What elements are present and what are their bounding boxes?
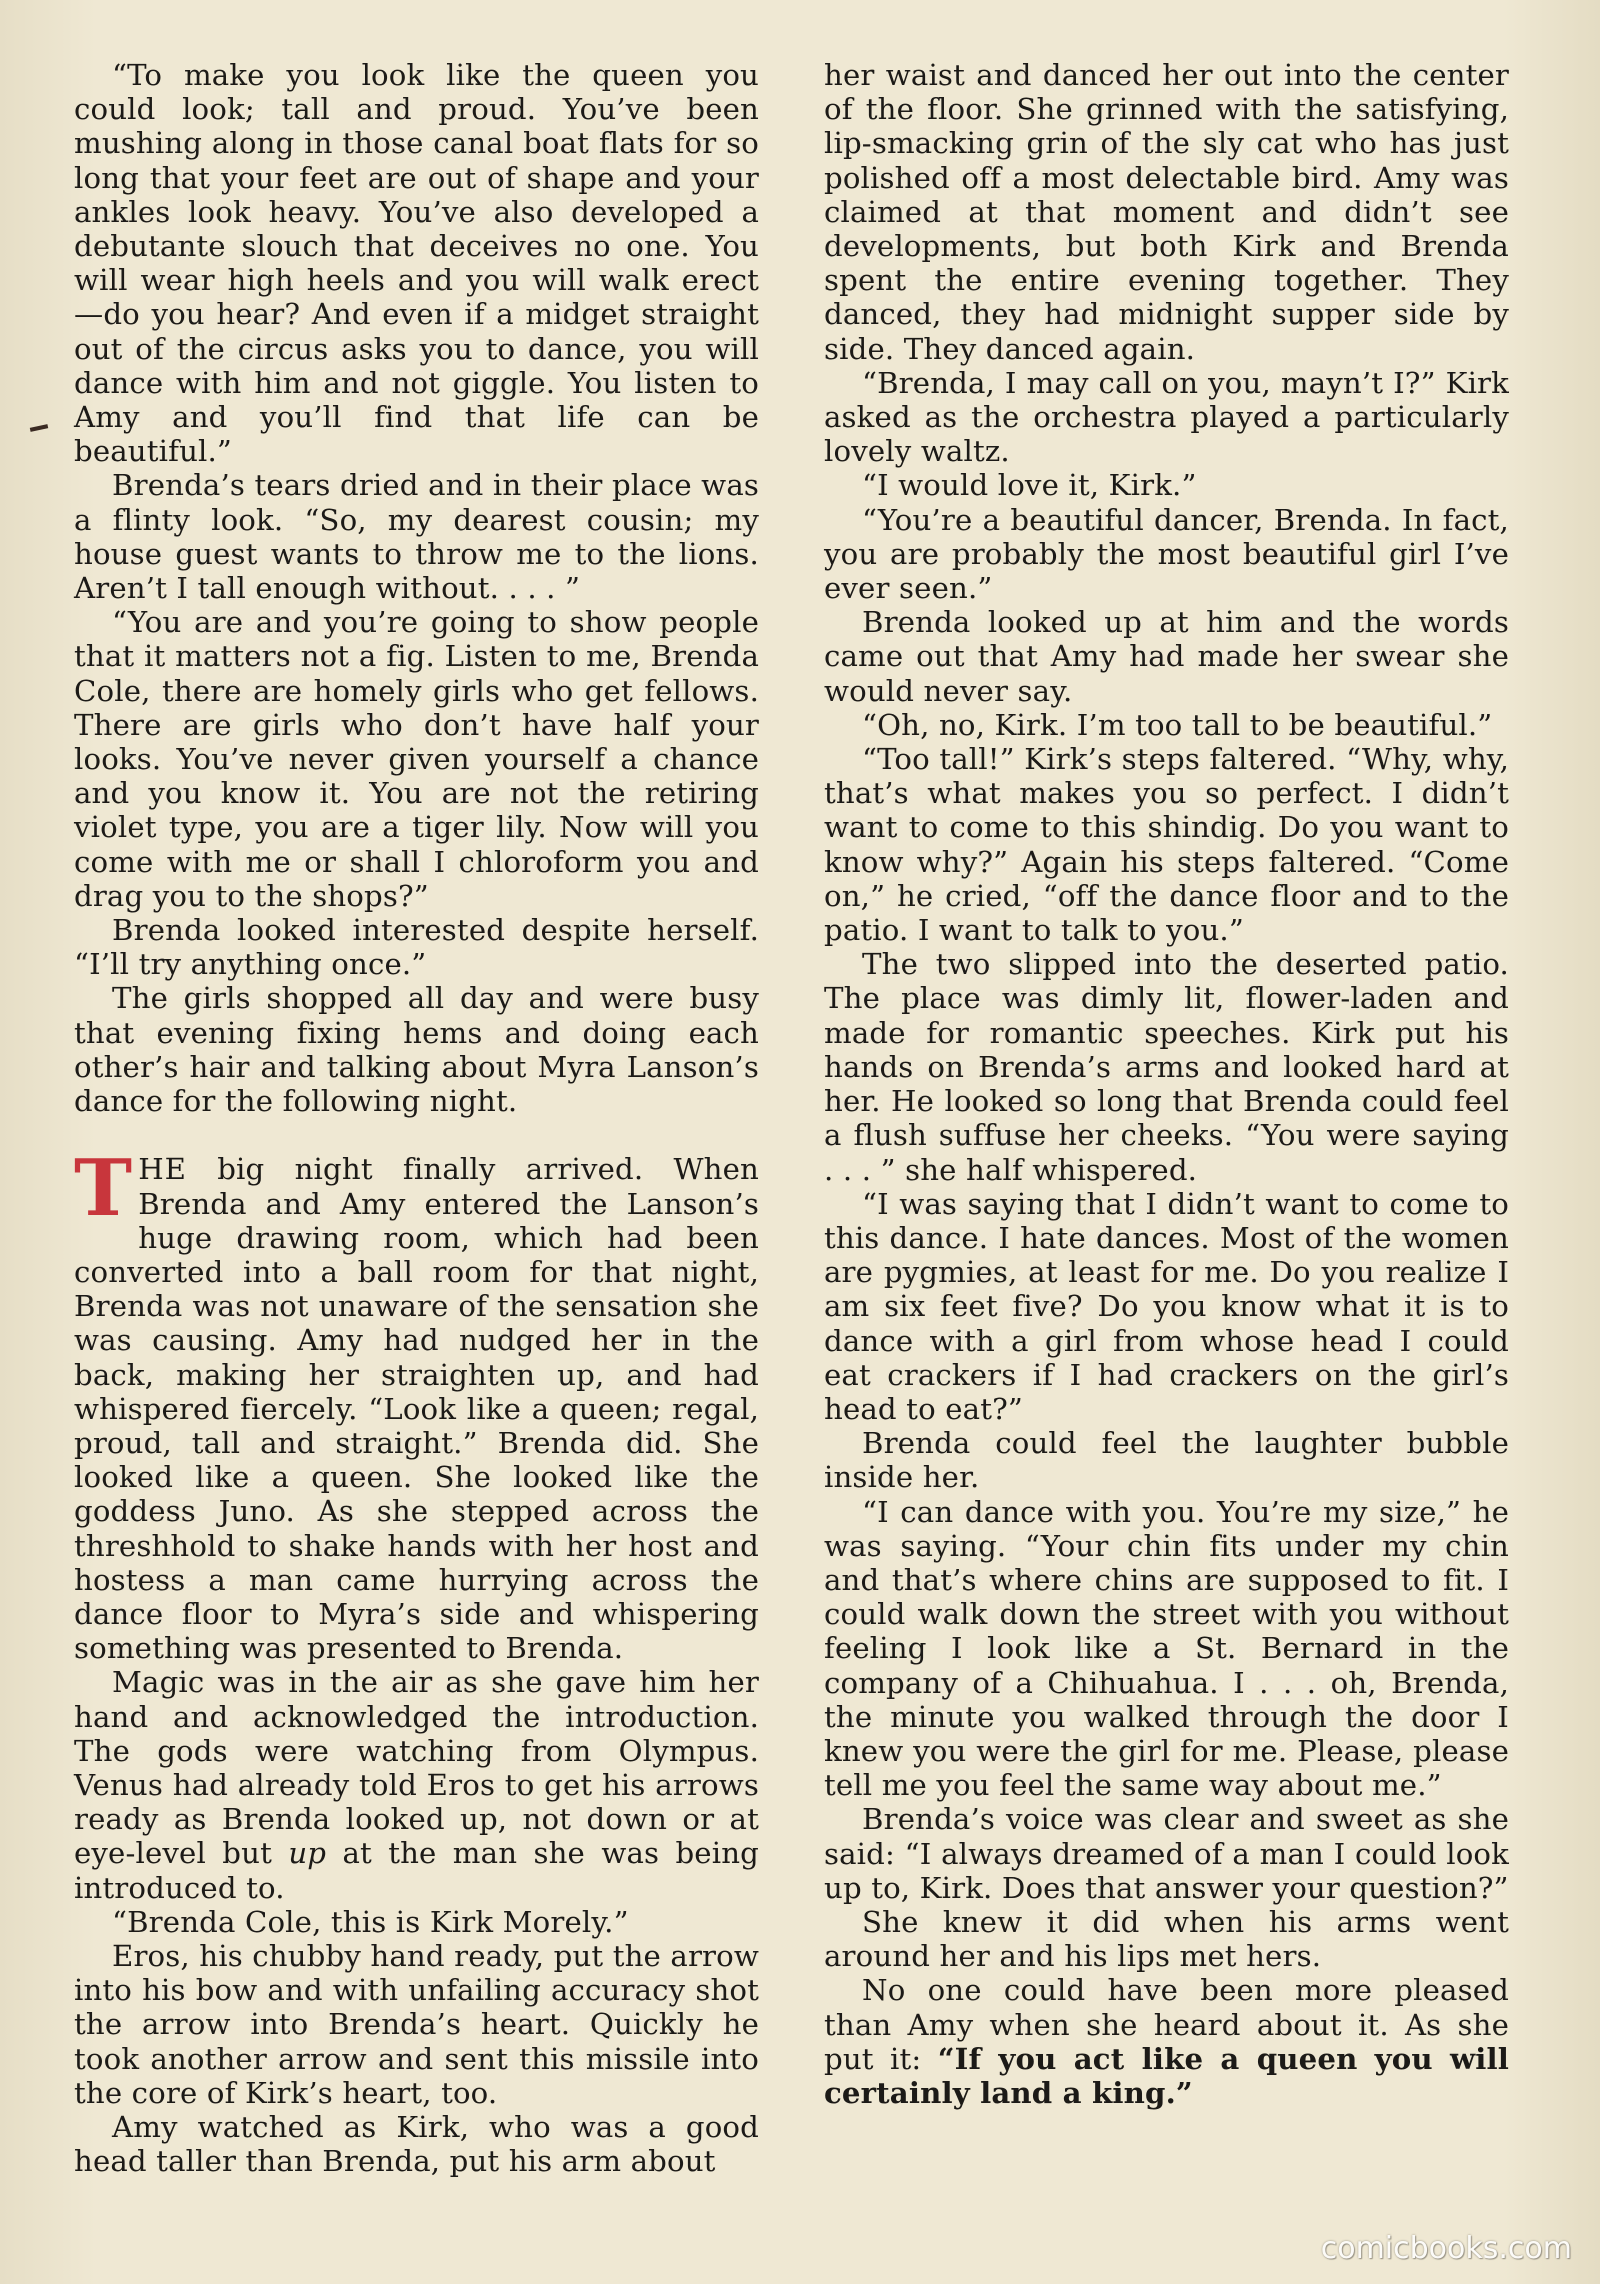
paragraph: Brenda’s voice was clear and sweet as she said: “I always dreamed of a man I could look up to, Kirk. Does that answer your question?” [824,1802,1509,1905]
paragraph: “Oh, no, Kirk. I’m too tall to be beautiful.” [862,707,1493,742]
emphasis-text: up [288,1836,327,1871]
left-column [74,58,759,2178]
paragraph: Brenda could feel the laughter bubble inside her. [824,1426,1509,1495]
paragraph: The two slipped into the deserted patio. The place was dimly lit, flower-laden and made for romantic speeches. Kirk put his hands on Brenda’s arms and looked hard at her. He looked so long that Brenda could feel a flush suffuse her cheeks. “You were saying . . . ” she half whispered. [824,947,1509,1187]
paragraph: Eros, his chubby hand ready, put the arrow into his bow and with unfailing accuracy shot the arrow into Brenda’s heart. Quickly he took another arrow and sent this missile into the core of Kirk’s heart, too. [74,1938,759,2110]
paragraph: “Too tall!” Kirk’s steps faltered. “Why, why, that’s what makes you so perfect. I didn’t want to come to this shindig. Do you want to know why?” Again his steps faltered. “Come on,” he cried, “off the dance floor and to the patio. I want to talk to you.” [824,742,1509,948]
small-caps-lead: HE [138,1152,187,1187]
paragraph: “I can dance with you. You’re my size,” he was saying. “Your chin fits under my chin and that’s where chins are supposed to fit. I could walk down the street with you without feeling I look like a St. Bernard in the company of a Chihuahua. I . . . oh, Brenda, the minute you walked through the door I knew you were the girl for me. Please, please tell me you feel the same way about me.” [824,1494,1509,1803]
paragraph: “To make you look like the queen you could look; tall and proud. You’ve been mushing along in those canal boat flats for so long that your feet are out of shape and your ankles look heavy. You’ve also developed a debutante slouch that deceives no one. You will wear high heels and you will walk erect—do you hear? And even if a midget straight out of the circus asks you to dance, you will dance with him and not giggle. You listen to Amy and you’ll find that life can be beautiful.” [74,58,759,469]
paragraph-text: No one could have been more pleased than Amy when she heard about it. As she put it: [824,1973,1509,2076]
paragraph: her waist and danced her out into the center of the floor. She grinned with the satisfying, lip-smacking grin of the sly cat who has just polished off a most delectable bird. Amy was claimed at that moment and didn’t see developments, but both Kirk and Brenda spent the entire evening together. They danced, they had midnight supper side by side. They danced again. [824,58,1509,366]
paragraph: The girls shopped all day and were busy that evening fixing hems and doing each other’s hair and talking about Myra Lanson’s dance for the following night. [74,981,759,1119]
paragraph-text: Magic was in the air as she gave him her hand and acknowledged the introduction. The gods were watching from Olympus. Venus had already told Eros to get his arrows ready as Brenda looked up, not down or at eye-level but [74,1665,759,1871]
paragraph: “Brenda, I may call on you, mayn’t I?” Kirk asked as the orchestra played a particularly lovely waltz. [824,365,1509,469]
paragraph: “You’re a beautiful dancer, Brenda. In fact, you are probably the most beautiful girl I’ve ever seen.” [824,502,1509,606]
paragraph: “I would love it, Kirk.” [862,468,1197,503]
paragraph: “You are and you’re going to show people that it matters not a fig. Listen to me, Brenda Cole, there are homely girls who get fellows. There are girls who don’t have half your looks. You’ve never given yourself a chance and you know it. You are not the retiring violet type, you are a tiger lily. Now will you come with me or shall I chloroform you and drag you to the shops?” [74,605,759,913]
paragraph: Brenda looked up at him and the words came out that Amy had made her swear she would never say. [824,605,1509,708]
closing-bold-text: “If you act like a queen you will certainly land a king.” [824,2041,1509,2110]
watermark: comicbooks.com [1320,2231,1572,2266]
margin-mark [30,424,48,432]
paragraph: Brenda looked interested despite herself. “I’ll try anything once.” [74,913,759,982]
paragraph: “Brenda Cole, this is Kirk Morely.” [112,1904,629,1939]
paragraph: Amy watched as Kirk, who was a good head taller than Brenda, put his arm about [74,2109,759,2179]
paragraph [824,1973,1509,2110]
drop-cap: T [74,1143,133,1235]
paragraph-text: big night finally arrived. When Brenda and Amy entered the Lanson’s huge drawing room, which had been converted into a ball room for that night, Brenda was not unaware of the sensation she was causing. Amy had nudged her in the back, making her straighten up, and had whispered fiercely. “Look like a queen; regal, proud, tall and straight.” Brenda did. She looked like a queen. She looked like the goddess Juno. As she stepped across the threshhold to shake hands with her host and hostess a man came hurrying across the dance floor to Myra’s side and whispering something was presented to Brenda. [74,1152,759,1666]
paragraph-text: at the man she was being introduced to. [74,1836,759,1905]
paragraph: “I was saying that I didn’t want to come to this dance. I hate dances. Most of the women are pygmies, at least for me. Do you realize I am six feet five? Do you know what it is to dance with a girl from whose head I could eat crackers if I had crackers on the girl’s head to eat?” [824,1186,1509,1426]
section-opening-paragraph [74,1143,759,1666]
paragraph: Brenda’s tears dried and in their place was a flinty look. “So, my dearest cousin; my house guest wants to throw me to the lions. Aren’t I tall enough without. . . . ” [74,468,759,606]
paragraph [74,1665,759,1904]
paragraph: She knew it did when his arms went around her and his lips met hers. [824,1904,1509,1974]
right-column [824,58,1509,2110]
